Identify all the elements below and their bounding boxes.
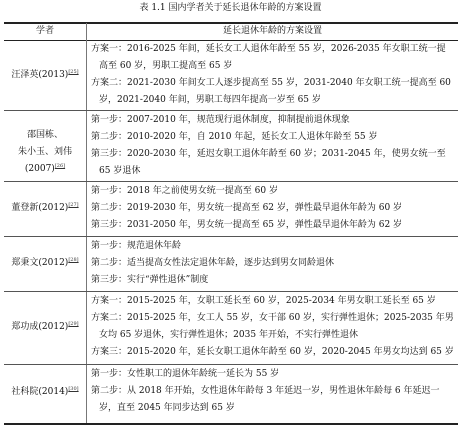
reference-mark[interactable]: [27] [68,202,79,208]
plan-line: 第一步：2007-2010 年，规范现行退休制度，抑制提前退休现象 [91,115,350,125]
scholar-name: 郑功成(2012) [11,322,69,332]
plan-line: 第二步：2010-2020 年，自 2010 年起，延长女工人退休年龄至 55 岁 [91,132,378,142]
row-divider [4,364,458,365]
plan-cell [91,183,456,234]
plan-line: 第二步：适当提高女性法定退休年龄，逐步达到男女同龄退休 [91,258,335,268]
row-divider [4,291,458,292]
scholar-cell [4,384,86,401]
scholar-name: 汪泽英(2013) [11,70,69,80]
plan-line: 第二步：2019-2030 年，男女统一提高至 62 岁，弹性最早退休年龄为 60 岁 [91,203,403,213]
row-divider [4,181,458,182]
scholar-name-line: 邵国栋、 [26,130,63,140]
reference-mark[interactable]: [30] [68,386,79,392]
scholar-name: 董登新(2012) [11,203,69,213]
reference-mark[interactable]: [26] [54,163,66,169]
plan-line: 方案二：2021-2030 年间女工人逐步提高至 55 岁，2031-2040 年女职工统一提高至 60 [91,78,451,88]
plan-line: 女均 65 岁退休，实行弹性退休；2035 年开始，不实行弹性退休 [99,330,358,340]
header-scholar: 学者 [35,26,54,36]
plan-line: 高至 60 岁，男职工提高至 65 岁 [99,61,233,71]
plan-line: 第一步：女性职工的退休年龄统一延长为 55 岁 [91,369,280,379]
plan-line: 岁，直至 2045 年同步达到 65 岁 [99,403,235,413]
plan-cell [91,112,456,180]
plan-line: 方案一：2016-2025 年间，延长女工人退休年龄至 55 岁，2026-2035 年女职工统一提 [91,44,446,54]
row-divider [4,110,458,111]
header-plan: 延长退休年龄的方案设置 [222,26,322,36]
scholar-name: 社科院(2014) [11,387,69,397]
row-divider [4,236,458,237]
reference-mark[interactable]: [28] [68,257,79,263]
plan-line: 第二步：从 2018 年开始，女性退休年龄每 3 年延迟一岁，男性退休年龄每 6 年延迟一 [91,386,440,396]
scholar-cell [4,127,86,178]
scholar-name: 郑秉文(2012) [11,258,69,268]
plan-line: 岁，2021-2040 年间，男职工每四年提高一岁至 65 岁 [99,95,321,105]
scholar-name-line: 朱小玉、刘伟 [17,147,72,157]
plan-line: 方案一：2015-2025 年，女职工延长至 60 岁，2025-2034 年男女职工延长至 65 岁 [91,296,436,306]
scholar-cell [4,255,86,272]
reference-mark[interactable]: [25] [68,69,79,75]
plan-line: 方案三：2015-2020 年，延长女职工退休年龄至 60 岁，2020-2045 年男女均达到 65 岁 [91,347,454,357]
plan-line: 第三步：2031-2050 年，男女统一提高至 65 岁，弹性最早退休年龄为 62 岁 [91,220,403,230]
scholar-cell [4,319,86,336]
plan-cell [91,366,456,417]
plan-cell [91,41,456,109]
plan-line: 第一步：2018 年之前使男女统一提高至 60 岁 [91,186,278,196]
column-divider [86,23,87,423]
scholar-cell [4,200,86,217]
plan-line: 方案二：2015-2025 年，女工人 55 岁，女干部 60 岁，实行弹性退休；2025-2035 年男 [91,313,454,323]
plan-line: 65 岁退休 [99,166,141,176]
reference-mark[interactable]: [29] [68,321,79,327]
plan-line: 第三步：实行“弹性退休”制度 [91,275,209,285]
plan-line: 第三步：2020-2030 年，延迟女职工退休年龄至 60 岁；2031-2045 年，使男女统一至 [91,149,446,159]
plan-cell [91,293,456,361]
table-caption: 表 1.1 国内学者关于延长退休年龄的方案设置 [139,3,322,13]
scholar-name-line: (2007) [24,164,55,174]
scholar-cell [4,67,86,84]
plan-line: 第一步：规范退休年龄 [91,241,182,251]
plan-cell [91,238,456,289]
table-bottom-rule [4,423,458,425]
